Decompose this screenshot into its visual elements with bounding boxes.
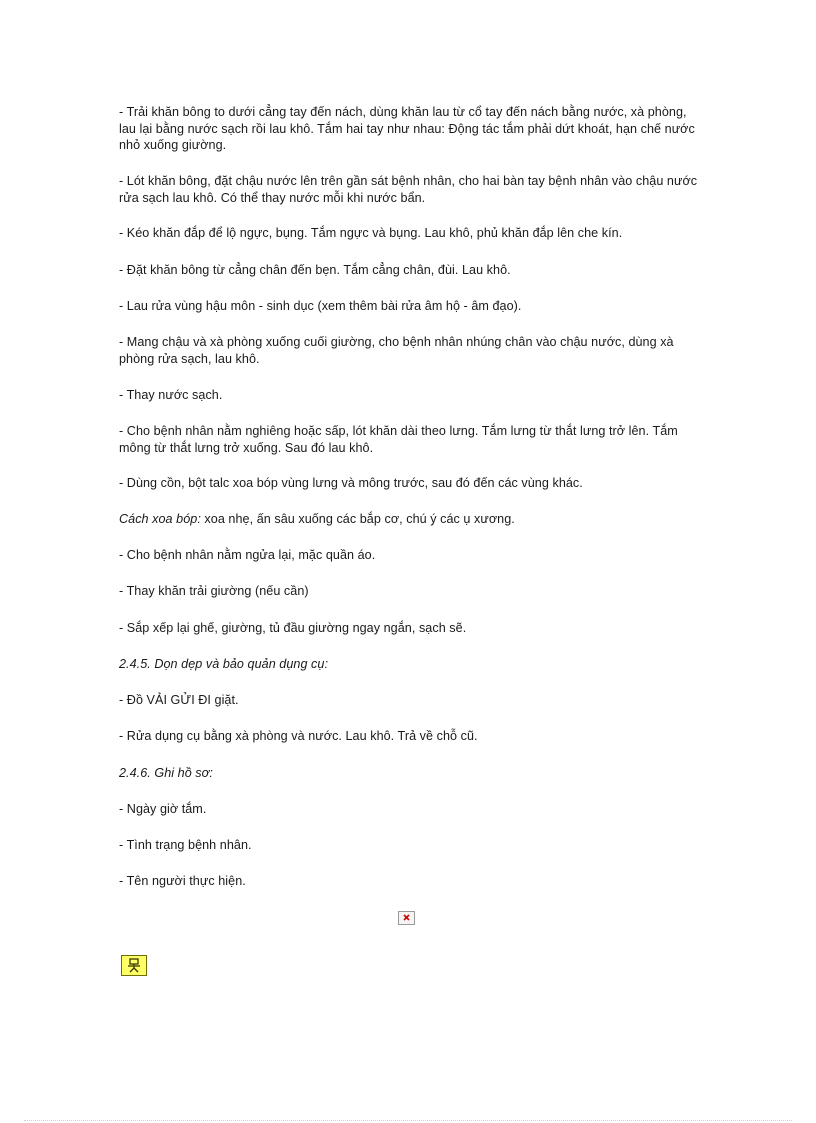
page-bottom-border (24, 1120, 792, 1121)
paragraph-record-performer: - Tên người thực hiện. (119, 874, 246, 888)
paragraph-wash-back: - Cho bệnh nhân nằm nghiêng hoặc sấp, lót khăn dài theo lưng. Tắm lưng từ thắt lưng trở lên. Tắm mông từ thắt lưng trở xuống. Sau đó lau khô. (119, 424, 678, 455)
paragraph-wash-perineum: - Lau rửa vùng hậu môn - sinh dục (xem thêm bài rửa âm hộ - âm đạo). (119, 299, 522, 313)
paragraph-wash-arms: - Trải khăn bông to dưới cẳng tay đến nách, dùng khăn lau từ cổ tay đến nách bằng nước, xà phòng, lau lại bằng nước sạch rồi lau khô. Tắm hai tay như nhau: Động tác tắm phải dứt khoát, hạn chế nước nhỏ xuống giường. (119, 105, 695, 152)
broken-image-icon (398, 911, 415, 925)
paragraph-dress-patient: - Cho bệnh nhân nằm ngửa lại, mặc quần áo. (119, 548, 376, 562)
massage-method-text: xoa nhẹ, ấn sâu xuống các bắp cơ, chú ý các ụ xương. (200, 512, 515, 526)
paragraph-laundry: - Đồ VẢI GỬI ĐI giặt. (119, 693, 239, 707)
paragraph-wash-legs: - Đặt khăn bông từ cẳng chân đến bẹn. Tắm cẳng chân, đùi. Lau khô. (119, 263, 511, 277)
paragraph-change-water: - Thay nước sạch. (119, 388, 223, 402)
paragraph-massage: - Dùng cồn, bột talc xoa bóp vùng lưng và mông trước, sau đó đến các vùng khác. (119, 476, 583, 490)
paragraph-wash-feet: - Mang chậu và xà phòng xuống cuối giường, cho bệnh nhân nhúng chân vào chậu nước, dùng xà phòng rửa sạch, lau khô. (119, 335, 674, 366)
massage-method-label: Cách xoa bóp: (119, 512, 201, 526)
yellow-figure-icon[interactable] (121, 955, 147, 976)
paragraph-change-sheet: - Thay khăn trải giường (nếu cần) (119, 584, 309, 598)
paragraph-record-time: - Ngày giờ tắm. (119, 802, 207, 816)
section-heading-records: 2.4.6. Ghi hồ sơ: (119, 766, 213, 780)
paragraph-wash-chest: - Kéo khăn đắp để lộ ngực, bụng. Tắm ngực và bụng. Lau khô, phủ khăn đắp lên che kín. (119, 226, 623, 240)
paragraph-wash-hands: - Lót khăn bông, đặt chậu nước lên trên gần sát bệnh nhân, cho hai bàn tay bệnh nhân vào chậu nước rửa sạch lau khô. Có thể thay nước mỗi khi nước bẩn. (119, 174, 698, 205)
paragraph-massage-method (119, 511, 699, 528)
paragraph-record-status: - Tình trạng bệnh nhân. (119, 838, 252, 852)
paragraph-wash-tools: - Rửa dụng cụ bằng xà phòng và nước. Lau khô. Trả về chỗ cũ. (119, 729, 478, 743)
section-heading-cleanup: 2.4.5. Dọn dẹp và bảo quản dụng cụ: (119, 657, 329, 671)
paragraph-tidy-room: - Sắp xếp lại ghế, giường, tủ đầu giường ngay ngắn, sạch sẽ. (119, 621, 467, 635)
